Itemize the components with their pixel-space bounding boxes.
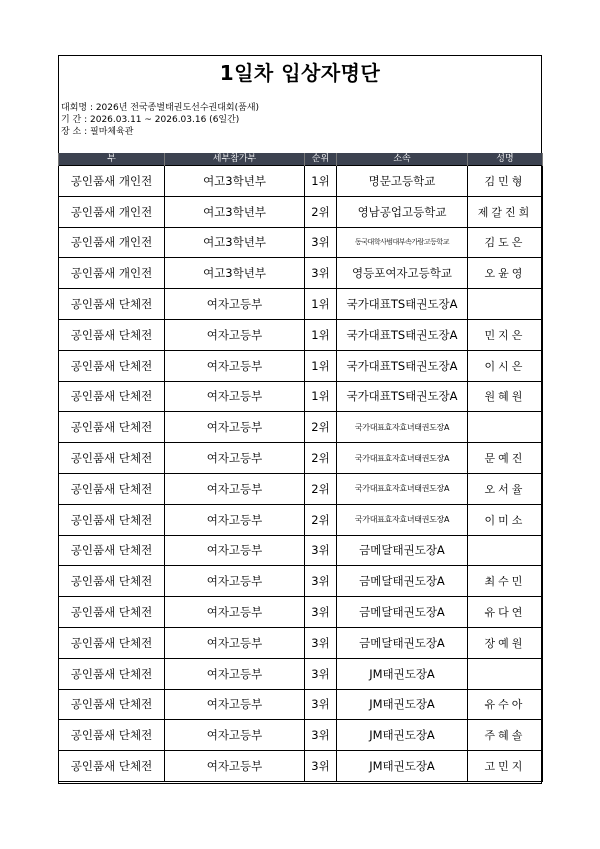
subdivision-cell: 여자고등부 bbox=[165, 658, 305, 689]
division-cell: 공인품새 단체전 bbox=[59, 289, 165, 320]
name-cell: 김민형 bbox=[468, 166, 543, 197]
division-cell: 공인품새 개인전 bbox=[59, 166, 165, 197]
table-row bbox=[59, 289, 543, 320]
name-cell: 유수아 bbox=[468, 689, 543, 720]
name-cell: 이시은 bbox=[468, 350, 543, 381]
subdivision-cell: 여자고등부 bbox=[165, 566, 305, 597]
event-name: 대회명 : 2026년 전국종별태권도선수권대회(품새) bbox=[61, 103, 260, 113]
subdivision-cell: 여고3학년부 bbox=[165, 166, 305, 197]
rank-cell: 2위 bbox=[305, 473, 337, 504]
division-cell: 공인품새 개인전 bbox=[59, 227, 165, 258]
division-cell: 공인품새 단체전 bbox=[59, 535, 165, 566]
club-cell: 국가대표효자효녀태권도장A bbox=[337, 504, 468, 535]
subdivision-cell: 여고3학년부 bbox=[165, 227, 305, 258]
division-cell: 공인품새 개인전 bbox=[59, 196, 165, 227]
table-row bbox=[59, 627, 543, 658]
event-period: 기 간 : 2026.03.11 ~ 2026.03.16 (6일간) bbox=[61, 115, 240, 125]
header-division: 부 bbox=[59, 153, 165, 166]
rank-cell: 3위 bbox=[305, 751, 337, 782]
event-venue: 장 소 : 필마체육관 bbox=[61, 127, 134, 137]
header-club: 소속 bbox=[337, 153, 468, 166]
rank-cell: 2위 bbox=[305, 443, 337, 474]
subdivision-cell: 여자고등부 bbox=[165, 689, 305, 720]
name-cell: 이미소 bbox=[468, 504, 543, 535]
subdivision-cell: 여고3학년부 bbox=[165, 196, 305, 227]
division-cell: 공인품새 단체전 bbox=[59, 350, 165, 381]
rank-cell: 1위 bbox=[305, 289, 337, 320]
club-cell: JM태권도장A bbox=[337, 720, 468, 751]
results-sheet bbox=[58, 55, 542, 784]
subdivision-cell: 여자고등부 bbox=[165, 751, 305, 782]
subdivision-cell: 여자고등부 bbox=[165, 289, 305, 320]
subdivision-cell: 여자고등부 bbox=[165, 443, 305, 474]
rank-cell: 3위 bbox=[305, 227, 337, 258]
club-cell: 금메달태권도장A bbox=[337, 597, 468, 628]
rank-cell: 1위 bbox=[305, 166, 337, 197]
rank-cell: 1위 bbox=[305, 319, 337, 350]
division-cell: 공인품새 단체전 bbox=[59, 566, 165, 597]
table-row bbox=[59, 258, 543, 289]
table-row bbox=[59, 566, 543, 597]
subdivision-cell: 여자고등부 bbox=[165, 381, 305, 412]
division-cell: 공인품새 단체전 bbox=[59, 381, 165, 412]
rank-cell: 3위 bbox=[305, 566, 337, 597]
division-cell: 공인품새 단체전 bbox=[59, 720, 165, 751]
name-cell bbox=[468, 412, 543, 443]
club-cell: 금메달태권도장A bbox=[337, 535, 468, 566]
subdivision-cell: 여자고등부 bbox=[165, 350, 305, 381]
club-cell: 금메달태권도장A bbox=[337, 627, 468, 658]
rank-cell: 3위 bbox=[305, 720, 337, 751]
name-cell bbox=[468, 658, 543, 689]
table-row bbox=[59, 689, 543, 720]
division-cell: 공인품새 개인전 bbox=[59, 258, 165, 289]
division-cell: 공인품새 단체전 bbox=[59, 412, 165, 443]
name-cell: 문예진 bbox=[468, 443, 543, 474]
table-row bbox=[59, 443, 543, 474]
table-row bbox=[59, 350, 543, 381]
subdivision-cell: 여자고등부 bbox=[165, 412, 305, 443]
table-row bbox=[59, 473, 543, 504]
name-cell: 주혜솔 bbox=[468, 720, 543, 751]
page-title: 1일차 입상자명단 bbox=[219, 61, 381, 85]
header-name: 성명 bbox=[468, 153, 543, 166]
division-cell: 공인품새 단체전 bbox=[59, 319, 165, 350]
name-cell: 오서율 bbox=[468, 473, 543, 504]
name-cell: 원혜원 bbox=[468, 381, 543, 412]
table-row bbox=[59, 535, 543, 566]
rank-cell: 3위 bbox=[305, 658, 337, 689]
name-cell bbox=[468, 289, 543, 320]
subdivision-cell: 여자고등부 bbox=[165, 473, 305, 504]
table-row bbox=[59, 504, 543, 535]
club-cell: JM태권도장A bbox=[337, 658, 468, 689]
division-cell: 공인품새 단체전 bbox=[59, 443, 165, 474]
name-cell: 오윤영 bbox=[468, 258, 543, 289]
rank-cell: 3위 bbox=[305, 597, 337, 628]
table-row bbox=[59, 166, 543, 197]
subdivision-cell: 여자고등부 bbox=[165, 319, 305, 350]
club-cell: 국가대표효자효녀태권도장A bbox=[337, 443, 468, 474]
club-cell: JM태권도장A bbox=[337, 751, 468, 782]
name-cell: 고민지 bbox=[468, 751, 543, 782]
table-header-row bbox=[59, 153, 543, 166]
club-cell: 동국대학사범대부속가람고등학교 bbox=[337, 227, 468, 258]
division-cell: 공인품새 단체전 bbox=[59, 658, 165, 689]
club-cell: 국가대표TS태권도장A bbox=[337, 350, 468, 381]
name-cell: 민지은 bbox=[468, 319, 543, 350]
table-row bbox=[59, 381, 543, 412]
table-row bbox=[59, 597, 543, 628]
club-cell: 명문고등학교 bbox=[337, 166, 468, 197]
subdivision-cell: 여자고등부 bbox=[165, 535, 305, 566]
subdivision-cell: 여자고등부 bbox=[165, 720, 305, 751]
club-cell: 영남공업고등학교 bbox=[337, 196, 468, 227]
name-cell: 최수민 bbox=[468, 566, 543, 597]
table-row bbox=[59, 319, 543, 350]
name-cell: 제갈진희 bbox=[468, 196, 543, 227]
name-cell bbox=[468, 535, 543, 566]
header-subdivision: 세부참가부 bbox=[165, 153, 305, 166]
rank-cell: 3위 bbox=[305, 689, 337, 720]
header-rank: 순위 bbox=[305, 153, 337, 166]
club-cell: 국가대표효자효녀태권도장A bbox=[337, 412, 468, 443]
name-cell: 유다연 bbox=[468, 597, 543, 628]
table-row bbox=[59, 751, 543, 782]
rank-cell: 3위 bbox=[305, 258, 337, 289]
event-info bbox=[61, 102, 259, 138]
division-cell: 공인품새 단체전 bbox=[59, 751, 165, 782]
table-row bbox=[59, 720, 543, 751]
club-cell: 국가대표TS태권도장A bbox=[337, 289, 468, 320]
division-cell: 공인품새 단체전 bbox=[59, 597, 165, 628]
subdivision-cell: 여자고등부 bbox=[165, 627, 305, 658]
winners-table bbox=[58, 153, 543, 782]
table-row bbox=[59, 227, 543, 258]
table-row bbox=[59, 196, 543, 227]
name-cell: 김도은 bbox=[468, 227, 543, 258]
table-body bbox=[59, 166, 543, 782]
division-cell: 공인품새 단체전 bbox=[59, 627, 165, 658]
rank-cell: 2위 bbox=[305, 196, 337, 227]
division-cell: 공인품새 단체전 bbox=[59, 689, 165, 720]
name-cell: 장예원 bbox=[468, 627, 543, 658]
rank-cell: 1위 bbox=[305, 350, 337, 381]
club-cell: 영등포여자고등학교 bbox=[337, 258, 468, 289]
rank-cell: 3위 bbox=[305, 627, 337, 658]
club-cell: JM태권도장A bbox=[337, 689, 468, 720]
club-cell: 국가대표TS태권도장A bbox=[337, 381, 468, 412]
table-row bbox=[59, 658, 543, 689]
club-cell: 금메달태권도장A bbox=[337, 566, 468, 597]
rank-cell: 3위 bbox=[305, 535, 337, 566]
subdivision-cell: 여고3학년부 bbox=[165, 258, 305, 289]
club-cell: 국가대표TS태권도장A bbox=[337, 319, 468, 350]
rank-cell: 1위 bbox=[305, 381, 337, 412]
club-cell: 국가대표효자효녀태권도장A bbox=[337, 473, 468, 504]
rank-cell: 2위 bbox=[305, 412, 337, 443]
division-cell: 공인품새 단체전 bbox=[59, 504, 165, 535]
rank-cell: 2위 bbox=[305, 504, 337, 535]
subdivision-cell: 여자고등부 bbox=[165, 597, 305, 628]
division-cell: 공인품새 단체전 bbox=[59, 473, 165, 504]
subdivision-cell: 여자고등부 bbox=[165, 504, 305, 535]
table-row bbox=[59, 412, 543, 443]
